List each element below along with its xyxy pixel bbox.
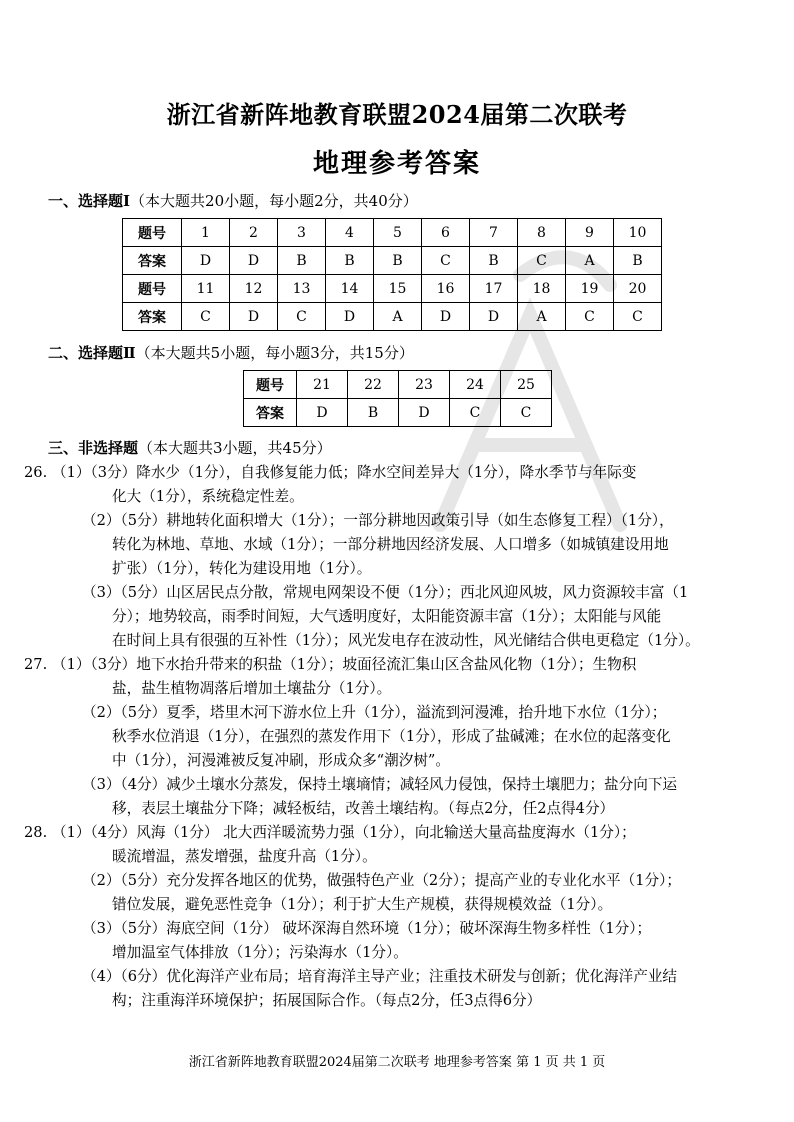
answer-cell: C xyxy=(518,247,566,275)
question-number: 22 xyxy=(348,371,399,399)
question-number: 17 xyxy=(470,275,518,303)
question-number: 25 xyxy=(501,371,552,399)
answer-cell: A xyxy=(518,303,566,331)
page-footer: 浙江省新阵地教育联盟2024届第二次联考 地理参考答案 第 1 页 共 1 页 xyxy=(188,1055,606,1070)
question-number: 3 xyxy=(278,219,326,247)
section-1-title: 一、选择题Ⅰ xyxy=(48,192,131,210)
section-3-note: （本大题共3小题，共45分） xyxy=(138,439,332,457)
section-1-heading xyxy=(48,190,418,211)
answer-cell: D xyxy=(399,399,450,427)
answer-cell: B xyxy=(614,247,662,275)
row-label: 题号 xyxy=(123,275,182,303)
question-number: 14 xyxy=(326,275,374,303)
question-row xyxy=(244,371,552,399)
answer-cell: C xyxy=(450,399,501,427)
answer-line: （3）（5分）山区居民点分散，常规电网架设不便（1分）；西北风迎风坡，风力资源较丰富（1 xyxy=(82,584,689,601)
row-label: 答案 xyxy=(123,303,182,331)
answer-line: 中（1分），河漫滩被反复冲刷，形成众多“潮汐树”。 xyxy=(112,752,450,769)
answer-table-2 xyxy=(243,370,552,427)
question-number: 15 xyxy=(374,275,422,303)
question-number: 5 xyxy=(374,219,422,247)
answer-cell: B xyxy=(374,247,422,275)
question-row-b xyxy=(123,275,662,303)
section-2-heading xyxy=(48,342,414,363)
answer-cell: C xyxy=(278,303,326,331)
answer-line: 在时间上具有很强的互补性（1分）；风光发电存在波动性，风光储结合供电更稳定（1分）。 xyxy=(112,632,700,649)
question-number: 10 xyxy=(614,219,662,247)
answer-row xyxy=(244,399,552,427)
answer-line: （2）（5分）夏季，塔里木河下游水位上升（1分），溢流到河漫滩，抬升地下水位（1分）； xyxy=(82,704,667,721)
question-number: 6 xyxy=(422,219,470,247)
answer-line: 化大（1分），系统稳定性差。 xyxy=(112,488,304,505)
question-number: 18 xyxy=(518,275,566,303)
answer-line: 暖流增温，蒸发增强，盐度升高（1分）。 xyxy=(112,848,377,865)
answer-cell: C xyxy=(422,247,470,275)
answer-line: 分）；地势较高，雨季时间短，大气透明度好，太阳能资源丰富（1分）；太阳能与风能 xyxy=(112,608,662,625)
question-number: 7 xyxy=(470,219,518,247)
question-number: 20 xyxy=(614,275,662,303)
answer-line: （1）（3分）地下水抬升带来的积盐（1分）；坡面径流汇集山区含盐风化物（1分）；生物积 xyxy=(52,656,637,673)
question-number: 23 xyxy=(399,371,450,399)
answer-cell: D xyxy=(230,247,278,275)
answer-line: （1）（3分）降水少（1分），自我修复能力低；降水空间差异大（1分），降水季节与年际变 xyxy=(52,464,637,481)
answer-cell: B xyxy=(348,399,399,427)
row-label: 答案 xyxy=(123,247,182,275)
answer-cell: A xyxy=(566,247,614,275)
question-number: 4 xyxy=(326,219,374,247)
answer-line: （2）（5分）耕地转化面积增大（1分）；一部分耕地因政策引导（如生态修复工程）（1分）， xyxy=(82,512,674,529)
section-3-title: 三、非选择题 xyxy=(48,439,139,457)
answer-cell: B xyxy=(326,247,374,275)
answer-cell: D xyxy=(182,247,230,275)
section-2-note: （本大题共5小题，每小题3分，共15分） xyxy=(135,344,414,362)
section-2-title: 二、选择题Ⅱ xyxy=(48,344,136,362)
question-number: 12 xyxy=(230,275,278,303)
question-number: 26. xyxy=(24,464,48,481)
question-number: 13 xyxy=(278,275,326,303)
question-row-a xyxy=(123,219,662,247)
answer-cell: D xyxy=(230,303,278,331)
answer-cell: D xyxy=(326,303,374,331)
question-number: 11 xyxy=(182,275,230,303)
answer-cell: C xyxy=(614,303,662,331)
answer-line: 错位发展，避免恶性竞争（1分）；利于扩大生产规模，获得规模效益（1分）。 xyxy=(112,896,613,913)
answer-table-1 xyxy=(122,218,662,331)
question-number: 24 xyxy=(450,371,501,399)
answer-row-a xyxy=(123,247,662,275)
answer-line: 盐，盐生植物凋落后增加土壤盐分（1分）。 xyxy=(112,680,392,697)
answer-line: 移，表层土壤盐分下降；减轻板结，改善土壤结构。（每点2分，任2点得4分） xyxy=(112,800,615,817)
question-number: 1 xyxy=(182,219,230,247)
answer-cell: C xyxy=(501,399,552,427)
question-number: 9 xyxy=(566,219,614,247)
answer-line: 秋季水位消退（1分），在强烈的蒸发作用下（1分），形成了盐碱滩；在水位的起落变化 xyxy=(112,728,671,745)
answer-cell: C xyxy=(566,303,614,331)
answer-line: 增加温室气体排放（1分）；污染海水（1分）。 xyxy=(112,944,408,961)
question-number: 19 xyxy=(566,275,614,303)
answer-line: （2）（5分）充分发挥各地区的优势，做强特色产业（2分）；提高产业的专业化水平（1分）； xyxy=(82,872,681,889)
answer-line: （1）（4分）风海（1分） 北大西洋暖流势力强（1分），向北输送大量高盐度海水（1分）； xyxy=(52,824,636,841)
section-3-heading xyxy=(48,437,332,458)
answer-line: 扩张）（1分），转化为建设用地（1分）。 xyxy=(112,560,372,577)
answer-line: （4）（6分）优化海洋产业布局；培育海洋主导产业；注重技术研发与创新；优化海洋产业结 xyxy=(82,968,678,985)
answer-line: （3）（4分）减少土壤水分蒸发，保持土壤墒情；减轻风力侵蚀，保持土壤肥力；盐分向下运 xyxy=(82,776,678,793)
question-number: 28. xyxy=(24,824,48,841)
question-number: 16 xyxy=(422,275,470,303)
question-number: 27. xyxy=(24,656,48,673)
answer-cell: C xyxy=(182,303,230,331)
row-label: 题号 xyxy=(244,371,297,399)
answer-cell: D xyxy=(422,303,470,331)
answer-line: （3）（5分）海底空间（1分） 破坏深海自然环境（1分）；破坏深海生物多样性（1分）； xyxy=(82,920,652,937)
exam-title: 浙江省新阵地教育联盟2024届第二次联考 xyxy=(166,100,628,129)
row-label: 题号 xyxy=(123,219,182,247)
question-number: 8 xyxy=(518,219,566,247)
answer-cell: B xyxy=(278,247,326,275)
answer-cell: D xyxy=(470,303,518,331)
answer-cell: B xyxy=(470,247,518,275)
answer-row-b xyxy=(123,303,662,331)
question-number: 2 xyxy=(230,219,278,247)
section-1-note: （本大题共20小题，每小题2分，共40分） xyxy=(130,192,418,210)
answer-line: 构；注重海洋环境保护；拓展国际合作。（每点2分，任3点得6分） xyxy=(112,992,542,1009)
question-number: 21 xyxy=(297,371,348,399)
answer-cell: A xyxy=(374,303,422,331)
answer-cell: D xyxy=(297,399,348,427)
answer-line: 转化为林地、草地、水域（1分）；一部分耕地因经济发展、人口增多（如城镇建设用地 xyxy=(112,536,669,553)
row-label: 答案 xyxy=(244,399,297,427)
answer-key-title: 地理参考答案 xyxy=(312,149,481,179)
